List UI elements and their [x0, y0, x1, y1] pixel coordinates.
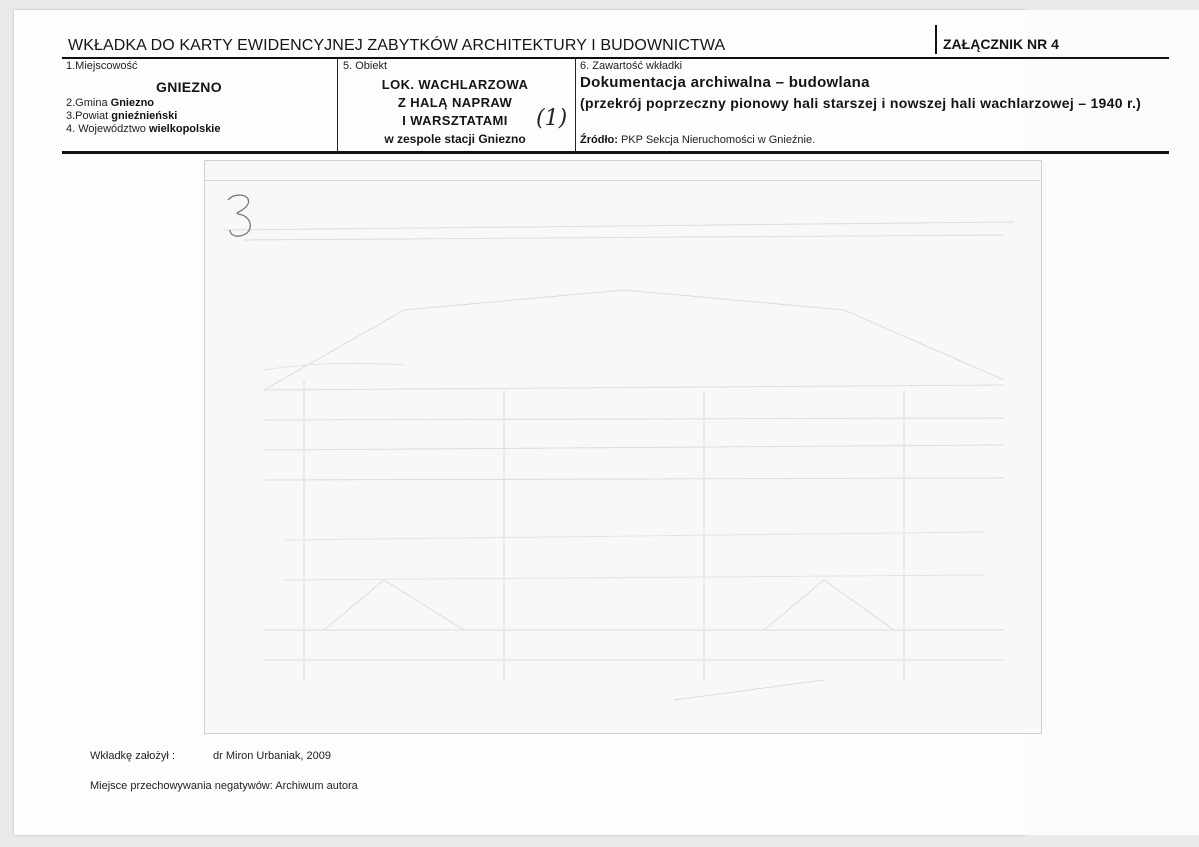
- handwritten-number-3: [222, 190, 262, 242]
- gmina-value: Gniezno: [110, 97, 155, 109]
- gmina-label: 2.Gmina: [66, 97, 108, 109]
- founded-label: Wkładkę założył :: [90, 750, 175, 762]
- annex-label: ZAŁĄCZNIK NR 4: [935, 25, 1059, 54]
- scan-margin: [1026, 10, 1199, 835]
- wojewodztwo-line: [66, 123, 220, 135]
- content-description: (przekrój poprzeczny pionowy hali starszej i nowszej hali wachlarzowej – 1940 r.): [580, 95, 1142, 111]
- wojewodztwo-value: wielkopolskie: [148, 123, 221, 135]
- object-label: 5. Obiekt: [343, 60, 388, 72]
- source-line: [580, 134, 815, 146]
- object-number: (1): [536, 106, 568, 131]
- document-title: WKŁADKA DO KARTY EWIDENCYJNEJ ZABYTKÓW ARCHITEKTURY I BUDOWNICTWA: [68, 37, 726, 54]
- object-line-3: I WARSZTATAMI: [402, 113, 508, 128]
- founded-value: dr Miron Urbaniak, 2009: [213, 750, 332, 762]
- wojewodztwo-label: 4. Województwo: [66, 123, 146, 135]
- gmina-line: [66, 97, 154, 109]
- faded-section-drawing: [204, 160, 1040, 732]
- source-label: Źródło:: [580, 134, 618, 146]
- header-bottom-rule: [62, 151, 1169, 154]
- powiat-line: [66, 110, 177, 122]
- powiat-label: 3.Powiat: [66, 110, 109, 122]
- location-label: 1.Miejscowość: [66, 60, 138, 72]
- header-rule: [62, 57, 1169, 59]
- location-value: GNIEZNO: [156, 79, 222, 95]
- object-line-1: LOK. WACHLARZOWA: [381, 77, 529, 92]
- storage-note: Miejsce przechowywania negatywów: Archiwum autora: [90, 780, 358, 792]
- content-label: 6. Zawartość wkładki: [580, 60, 683, 72]
- object-line-2: Z HALĄ NAPRAW: [397, 95, 513, 110]
- column-divider-1: [337, 59, 338, 152]
- powiat-value: gnieźnieński: [111, 110, 178, 122]
- content-title: Dokumentacja archiwalna – budowlana: [580, 74, 870, 91]
- object-subline: w zespole stacji Gniezno: [384, 132, 526, 146]
- source-value: PKP Sekcja Nieruchomości w Gnieźnie.: [620, 134, 816, 146]
- column-divider-2: [575, 59, 576, 152]
